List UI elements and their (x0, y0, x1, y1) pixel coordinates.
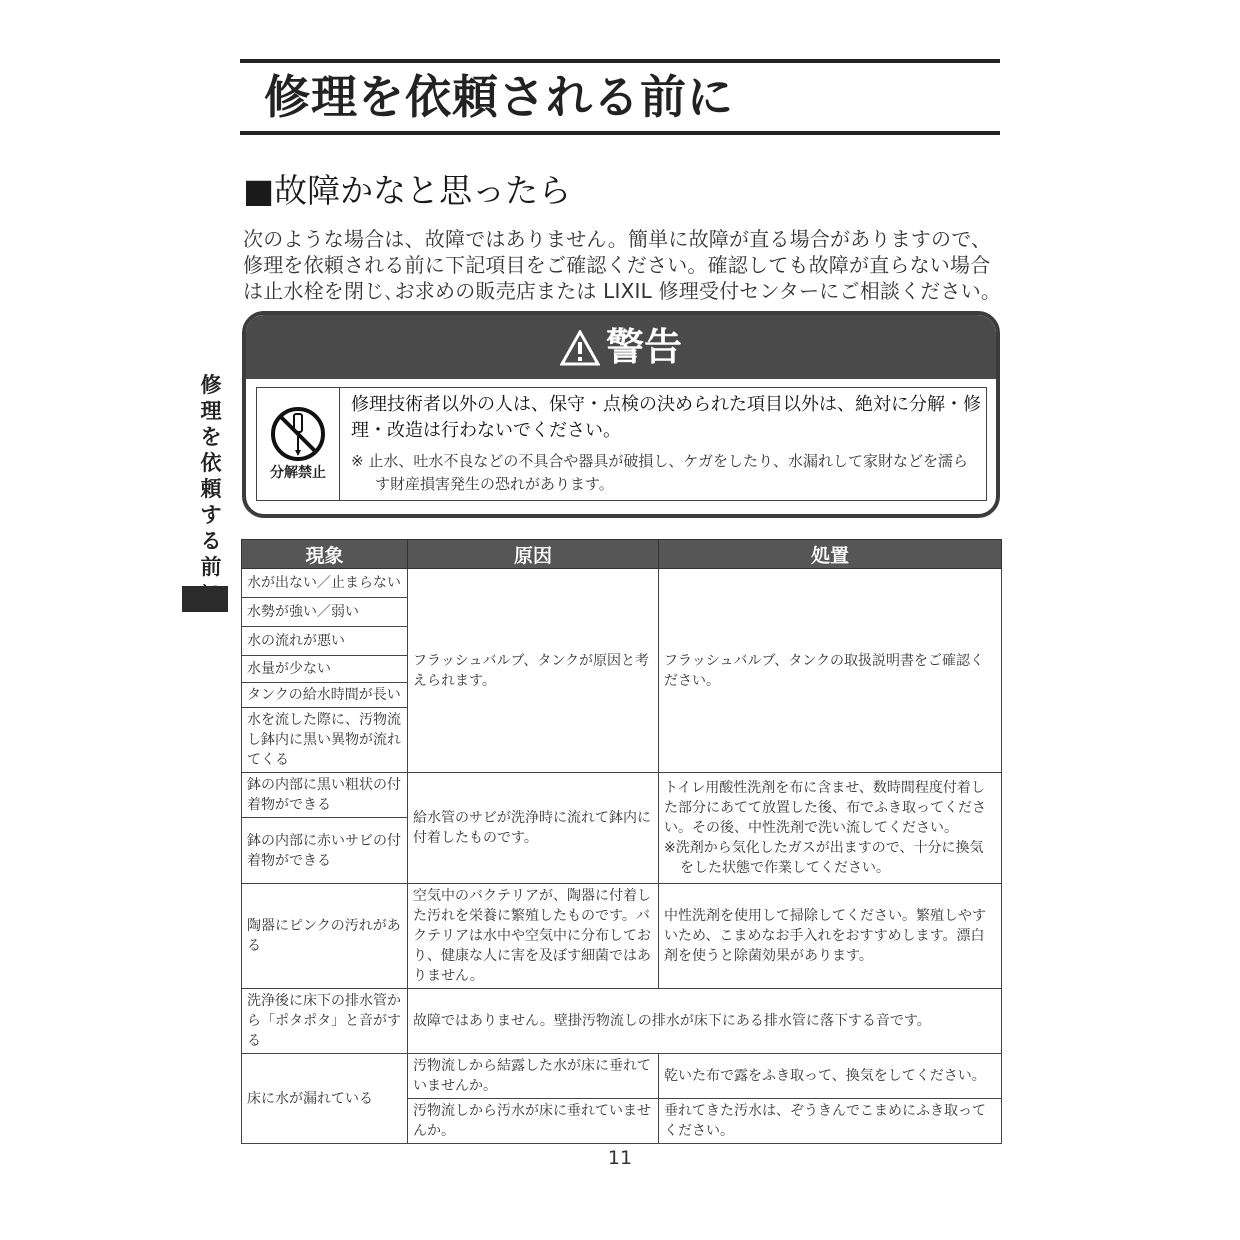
symptom-cell: 洗浄後に床下の排水管から「ポタポタ」と音がする (242, 989, 408, 1054)
troubleshooting-table (241, 539, 1002, 1144)
remedy-text: トイレ用酸性洗剤を布に含ませ、数時間程度付着した部分にあてて放置した後、布でふき取ってください。その後、中性洗剤で洗い流してください。 (664, 780, 986, 836)
warning-triangle-icon (560, 330, 600, 366)
warning-icon-label: 分解禁止 (270, 465, 326, 481)
warning-box (242, 311, 1000, 518)
cause-cell: 汚物流しから汚水が床に垂れていませんか。 (408, 1099, 659, 1144)
symptom-cell: 鉢の内部に黒い粗状の付着物ができる (242, 773, 408, 818)
symptom-cell: 水が出ない／止まらない (242, 569, 408, 598)
cause-cell: フラッシュバルブ、タンクが原因と考えられます。 (408, 569, 659, 773)
symptom-cell: 水勢が強い／弱い (242, 598, 408, 627)
warning-header (246, 315, 996, 379)
remedy-cell: 乾いた布で露をふき取って、換気をしてください。 (659, 1054, 1002, 1099)
side-tab-marker (182, 586, 228, 612)
table-header-row (242, 540, 1002, 569)
symptom-cell: タンクの給水時間が長い (242, 683, 408, 708)
table-row (242, 1054, 1002, 1099)
cause-cell: 給水管のサビが洗浄時に流れて鉢内に付着したものです。 (408, 773, 659, 884)
remedy-cell (659, 773, 1002, 884)
header-cause: 原因 (408, 540, 659, 569)
title-block (240, 59, 1000, 135)
symptom-cell: 床に水が漏れている (242, 1054, 408, 1144)
warning-note: ※ 止水、吐水不良などの不具合や器具が破損し、ケガをしたり、水漏れして家財などを濡らす財産損害発生の恐れがあります。 (351, 452, 969, 493)
no-disassembly-icon (270, 406, 326, 462)
symptom-cell: 水量が少ない (242, 656, 408, 683)
warning-main-text: 修理技術者以外の人は、保守・点検の決められた項目以外は、絶対に分解・修理・改造は行わないでください。 (351, 394, 981, 441)
warning-heading: 警告 (605, 325, 682, 369)
section-title: ■故障かなと思ったら (243, 171, 572, 210)
warning-icon-cell (257, 388, 340, 500)
side-tab-label: 修理を依頼する前 (200, 373, 222, 579)
remedy-cell: 中性洗剤を使用して掃除してください。繁殖しやすいため、こまめなお手入れをおすすめします。漂白剤を使うと除菌効果があります。 (659, 884, 1002, 989)
cause-cell: 空気中のバクテリアが、陶器に付着した汚れを栄養に繁殖したものです。バクテリアは水中や空気中に分布しており、健康な人に害を及ぼす細菌ではありません。 (408, 884, 659, 989)
symptom-cell: 陶器にピンクの汚れがある (242, 884, 408, 989)
combined-cell: 故障ではありません。壁掛汚物流しの排水が床下にある排水管に落下する音です。 (408, 989, 1002, 1054)
cause-cell: 汚物流しから結露した水が床に垂れていませんか。 (408, 1054, 659, 1099)
remedy-cell: 垂れてきた汚水は、ぞうきんでこまめにふき取ってください。 (659, 1099, 1002, 1144)
warning-body (256, 387, 987, 501)
warning-text (351, 392, 981, 496)
table-row (242, 569, 1002, 598)
remedy-cell: フラッシュバルブ、タンクの取扱説明書をご確認ください。 (659, 569, 1002, 773)
symptom-cell: 水を流した際に、汚物流し鉢内に黒い異物が流れてくる (242, 708, 408, 773)
table-row (242, 989, 1002, 1054)
table-row (242, 773, 1002, 818)
symptom-cell: 水の流れが悪い (242, 627, 408, 656)
remedy-note: ※洗剤から気化したガスが出ますので、十分に換気をした状態で作業してください。 (664, 840, 984, 876)
header-remedy: 処置 (659, 540, 1002, 569)
header-symptom: 現象 (242, 540, 408, 569)
table-row (242, 884, 1002, 989)
intro-text: 次のような場合は、故障ではありません。簡単に故障が直る場合がありますので、 修理を依頼される前に下記項目をご確認ください。確認しても故障が直らない場合 は止水栓を閉じ､お求めの販売店または LIXIL 修理受付センターにご相談ください。 (243, 227, 1002, 303)
symptom-cell: 鉢の内部に赤いサビの付着物ができる (242, 818, 408, 884)
page-number: 11 (607, 1147, 633, 1169)
page-title: 修理を依頼される前に (264, 70, 734, 124)
